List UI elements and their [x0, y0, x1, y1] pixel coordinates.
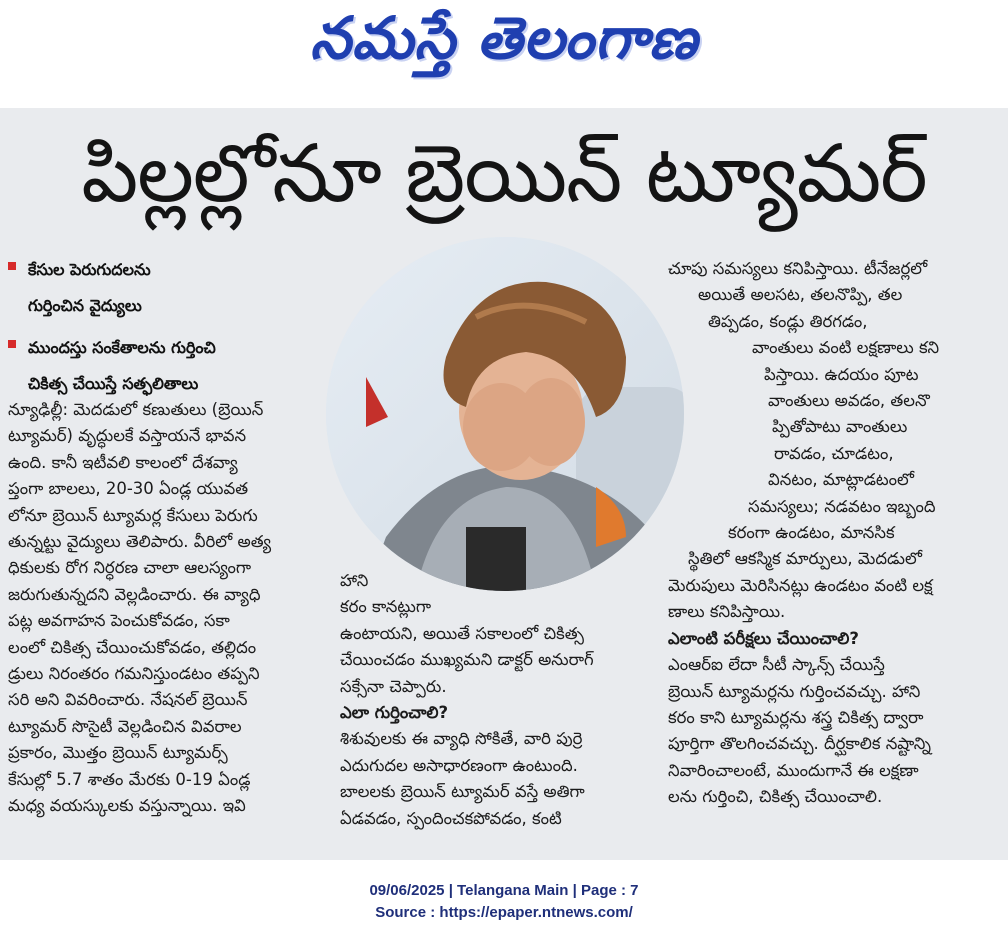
bullet-line: గుర్తించిన వైద్యులు [28, 296, 142, 315]
text-line: చూపు సమస్యలు కనిపిస్తాయి. టీనేజర్లలో [668, 259, 928, 278]
bullet-square-icon [8, 262, 16, 270]
page-footer [0, 880, 1008, 924]
text-line: బాలలకు బ్రెయిన్ ట్యూమర్ వస్తే అతిగా [340, 782, 585, 802]
text-line: శిశువులకు ఈ వ్యాధి సోకితే, వారి పుర్రె [340, 729, 583, 749]
text-line: చేయించడం ముఖ్యమని డాక్టర్ అనురాగ్ [340, 650, 594, 670]
text-line: హాని [340, 571, 369, 590]
text-line: న్యూఢిల్లీ: మెదడులో కణుతులు (బ్రెయిన్ [8, 400, 264, 419]
text-line: ప్రకారం, మొత్తం బ్రెయిన్ ట్యూమర్స్ [8, 743, 228, 763]
text-line: మెరుపులు మెరిసినట్లు ఉండటం వంటి లక్ష [668, 575, 933, 595]
text-line: తున్నట్టు వైద్యులు తెలిపారు. వీరిలో అత్య [8, 532, 272, 552]
text-line: లంలో చికిత్స చేయించుకోవడం, తల్లిదం [8, 637, 257, 657]
text-line: పట్ల అవగాహన పెంచుకోవడం, సకా [8, 611, 230, 631]
text-line: జరుగుతున్నదని వెల్లడించారు. ఈ వ్యాధి [8, 584, 261, 604]
text-line: పూర్తిగా తొలగించవచ్చు. దీర్ఘకాలిక నష్టాన్ని [668, 734, 932, 754]
text-line: అయితే అలసట, తలనొప్పి, తల [698, 285, 903, 305]
text-line: డ్రులు నిరంతరం గమనిస్తుండటం తప్పని [8, 664, 260, 684]
text-line: ప్తంగా బాలలు, 20-30 ఏండ్ల యువత [8, 479, 249, 499]
text-line: మధ్య వయస్కులకు వస్తున్నాయి. ఇవి [8, 796, 246, 816]
bullet-line: ముందస్తు సంకేతాలను గుర్తించి [28, 338, 216, 357]
article-column-2 [340, 568, 660, 832]
text-line: ట్యూమర్) వృద్ధులకే వస్తాయనే భావన [8, 426, 247, 446]
bullet-line: చికిత్స చేయిస్తే సత్ఫలితాలు [28, 374, 199, 393]
child-holding-head-illustration [326, 237, 684, 591]
highlight-bullets [8, 252, 328, 408]
text-line: కరం కానట్లుగా [340, 597, 432, 617]
text-line: రావడం, చూడటం, [774, 443, 894, 463]
edition-info: 09/06/2025 | Telangana Main | Page : 7 [369, 882, 639, 899]
text-line: ఎదుగుదల అసాధారణంగా ఉంటుంది. [340, 755, 578, 775]
source-link: Source : https://epaper.ntnews.com/ [375, 904, 633, 921]
child-photo [326, 237, 684, 591]
text-line: పిస్తాయి. ఉదయం పూట [764, 364, 919, 384]
text-line: సమస్యలు; నడవటం ఇబ్బంది [748, 496, 936, 516]
text-line: ధికులకు రోగ నిర్ధరణ చాలా ఆలస్యంగా [8, 558, 252, 578]
text-line: ఏడవడం, స్పందించకపోవడం, కంటి [340, 808, 562, 828]
text-line: వాంతులు అవడం, తలనొ [768, 391, 930, 411]
newspaper-logo: నమస్తే తెలంగాణ [310, 4, 698, 72]
article-headline: పిల్లల్లోనూ బ్రెయిన్ ట్యూమర్ [81, 127, 927, 220]
text-line: సరి అని వివరించారు. నేషనల్ బ్రెయిన్ [8, 690, 248, 710]
text-line: వినటం, మాట్లాడటంలో [768, 470, 914, 490]
section-subheading: ఎలాంటి పరీక్షలు చేయించాలి? [668, 628, 859, 648]
text-line: లోనూ బ్రెయిన్ ట్యూమర్ల కేసులు పెరుగు [8, 505, 258, 525]
text-line: సక్సేనా చెప్పారు. [340, 676, 447, 696]
text-line: వాంతులు వంటి లక్షణాలు కని [752, 338, 940, 358]
text-line: ఎంఆర్ఐ లేదా సీటీ స్కాన్స్ చేయిస్తే [668, 655, 885, 675]
text-line: తిప్పడం, కండ్లు తిరగడం, [708, 311, 868, 331]
text-line: కేసుల్లో 5.7 శాతం మేరకు 0-19 ఏండ్ల [8, 769, 251, 789]
text-line: ప్పితోపాటు వాంతులు [772, 417, 908, 437]
text-line: ట్యూమర్ సొసైటీ వెల్లడించిన వివరాల [8, 716, 242, 736]
text-line: బ్రెయిన్ ట్యూమర్లను గుర్తించవచ్చు. హాని [668, 681, 921, 701]
text-line: కరం కాని ట్యూమర్లను శస్త్ర చికిత్స ద్వారా [668, 707, 924, 727]
section-subheading: ఎలా గుర్తించాలి? [340, 703, 449, 723]
text-line: ఉంది. కానీ ఇటీవలి కాలంలో దేశవ్యా [8, 452, 238, 472]
article-column-3 [668, 256, 998, 811]
text-line: నివారించాలంటే, ముందుగానే ఈ లక్షణా [668, 760, 919, 780]
text-line: కరంగా ఉండటం, మానసిక [728, 523, 895, 543]
text-line: స్థితిలో ఆకస్మిక మార్పులు, మెదడులో [688, 549, 922, 569]
highlight-bullet [8, 252, 328, 324]
bullet-square-icon [8, 340, 16, 348]
highlight-bullet [8, 330, 328, 402]
text-line: ణాలు కనిపిస్తాయి. [668, 602, 786, 622]
text-line: లను గుర్తించి, చికిత్స చేయించాలి. [668, 787, 883, 807]
masthead [0, 0, 1008, 108]
article-column-1 [8, 397, 330, 820]
bullet-line: కేసుల పెరుగుదలను [28, 260, 151, 279]
text-line: ఉంటాయని, అయితే సకాలంలో చికిత్స [340, 623, 584, 643]
